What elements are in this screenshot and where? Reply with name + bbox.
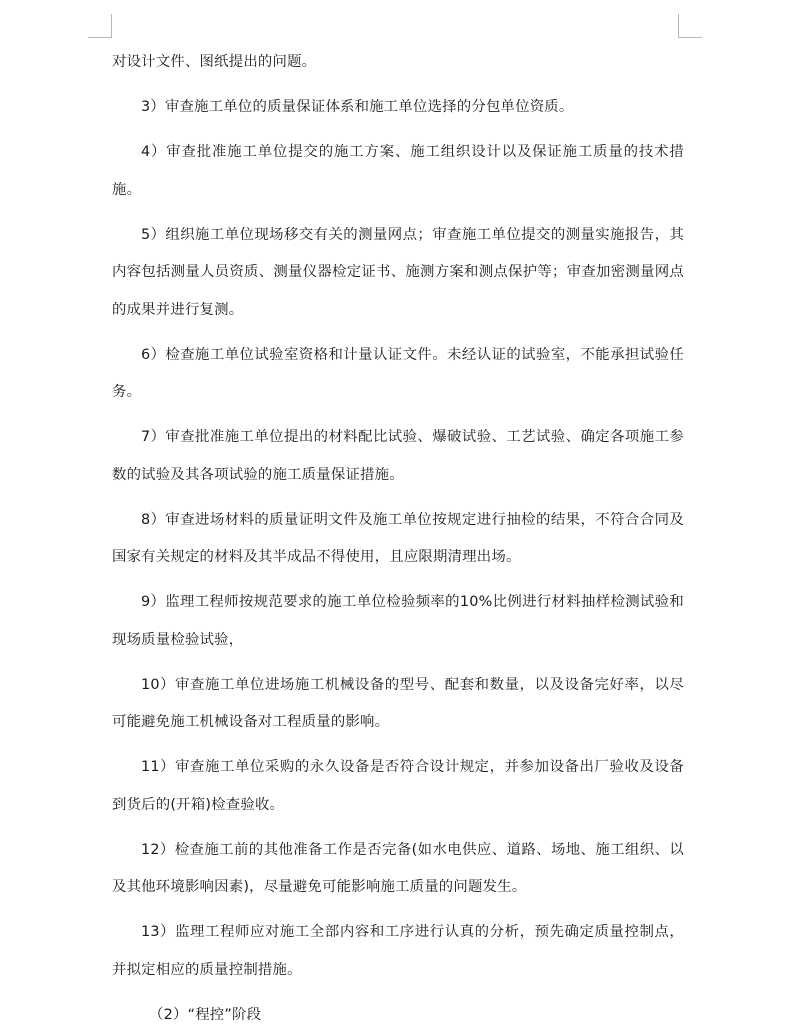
paragraph-item-10: 10）审查施工单位进场施工机械设备的型号、配套和数量，以及设备完好率，以尽可能避免施工机械设备对工程质量的影响。 xyxy=(112,667,684,742)
section-heading: （2）“程控”阶段 xyxy=(112,997,684,1034)
paragraph-continuation: 对设计文件、图纸提出的问题。 xyxy=(112,44,684,82)
top-left-margin-mark xyxy=(88,14,112,38)
top-right-margin-mark xyxy=(678,14,702,38)
document-body[interactable] xyxy=(112,44,684,1034)
paragraph-item-8: 8）审查进场材料的质量证明文件及施工单位按规定进行抽检的结果，不符合合同及国家有关规定的材料及其半成品不得使用，且应限期清理出场。 xyxy=(112,502,684,577)
paragraph-item-9: 9）监理工程师按规范要求的施工单位检验频率的10%比例进行材料抽样检测试验和现场质量检验试验， xyxy=(112,584,684,659)
paragraph-item-4: 4）审查批准施工单位提交的施工方案、施工组织设计以及保证施工质量的技术措施。 xyxy=(112,134,684,209)
paragraph-item-5: 5）组织施工单位现场移交有关的测量网点；审查施工单位提交的测量实施报告，其内容包括测量人员资质、测量仪器检定证书、施测方案和测点保护等；审查加密测量网点的成果并进行复测。 xyxy=(112,217,684,330)
paragraph-item-3: 3）审查施工单位的质量保证体系和施工单位选择的分包单位资质。 xyxy=(112,89,684,127)
paragraph-item-7: 7）审查批准施工单位提出的材料配比试验、爆破试验、工艺试验、确定各项施工参数的试验及其各项试验的施工质量保证措施。 xyxy=(112,419,684,494)
paragraph-item-6: 6）检查施工单位试验室资格和计量认证文件。未经认证的试验室，不能承担试验任务。 xyxy=(112,337,684,412)
paragraph-item-13: 13）监理工程师应对施工全部内容和工序进行认真的分析，预先确定质量控制点，并拟定相应的质量控制措施。 xyxy=(112,914,684,989)
paragraph-item-12: 12）检查施工前的其他准备工作是否完备(如水电供应、道路、场地、施工组织、以及其他环境影响因素)，尽量避免可能影响施工质量的问题发生。 xyxy=(112,832,684,907)
paragraph-item-11: 11）审查施工单位采购的永久设备是否符合设计规定，并参加设备出厂验收及设备到货后的(开箱)检查验收。 xyxy=(112,749,684,824)
